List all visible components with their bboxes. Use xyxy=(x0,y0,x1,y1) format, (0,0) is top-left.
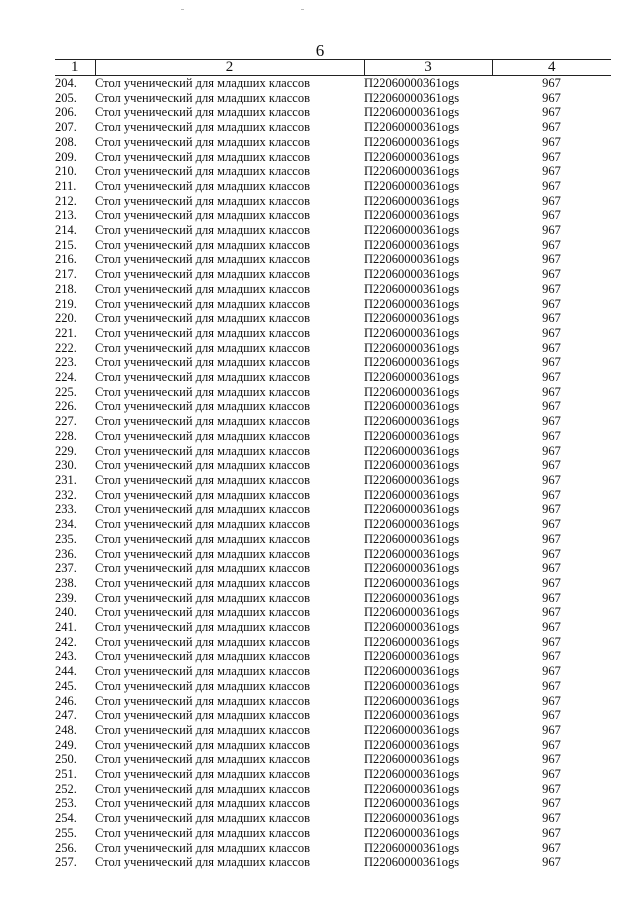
item-quantity: 967 xyxy=(542,399,561,414)
item-name: Стол ученический для младших классов xyxy=(95,825,310,840)
item-name: Стол ученический для младших классов xyxy=(95,399,310,414)
item-quantity: 967 xyxy=(542,193,561,208)
table-header-row xyxy=(55,60,611,76)
row-number: 250. xyxy=(55,752,77,767)
table-row xyxy=(55,385,611,400)
table-row xyxy=(55,208,611,223)
table-row xyxy=(55,796,611,811)
item-quantity: 967 xyxy=(542,340,561,355)
item-name: Стол ученический для младших классов xyxy=(95,120,310,135)
item-name: Стол ученический для младших классов xyxy=(95,178,310,193)
item-name: Стол ученический для младших классов xyxy=(95,781,310,796)
row-number: 224. xyxy=(55,370,77,385)
item-code: П22060000361ogs xyxy=(364,487,460,502)
table-row xyxy=(55,267,611,282)
table-row xyxy=(55,591,611,606)
row-number: 255. xyxy=(55,825,77,840)
item-quantity: 967 xyxy=(542,517,561,532)
table-row xyxy=(55,297,611,312)
item-name: Стол ученический для младших классов xyxy=(95,649,310,664)
item-quantity: 967 xyxy=(542,752,561,767)
item-code: П22060000361ogs xyxy=(364,384,460,399)
item-name: Стол ученический для младших классов xyxy=(95,472,310,487)
table-row xyxy=(55,414,611,429)
item-name: Стол ученический для младших классов xyxy=(95,840,310,855)
row-number: 238. xyxy=(55,575,77,590)
table-row xyxy=(55,311,611,326)
item-name: Стол ученический для младших классов xyxy=(95,634,310,649)
item-code: П22060000361ogs xyxy=(364,164,460,179)
row-number: 213. xyxy=(55,208,77,223)
table-row xyxy=(55,399,611,414)
item-name: Стол ученический для младших классов xyxy=(95,105,310,120)
row-number: 247. xyxy=(55,708,77,723)
table-row xyxy=(55,855,611,870)
item-quantity: 967 xyxy=(542,781,561,796)
item-name: Стол ученический для младших классов xyxy=(95,575,310,590)
item-quantity: 967 xyxy=(542,325,561,340)
table-row xyxy=(55,635,611,650)
page-number: 6 xyxy=(315,41,325,60)
table-row xyxy=(55,444,611,459)
row-number: 254. xyxy=(55,811,77,826)
row-number: 243. xyxy=(55,649,77,664)
item-code: П22060000361ogs xyxy=(364,281,460,296)
item-quantity: 967 xyxy=(542,693,561,708)
item-name: Стол ученический для младших классов xyxy=(95,678,310,693)
item-code: П22060000361ogs xyxy=(364,722,460,737)
item-name: Стол ученический для младших классов xyxy=(95,752,310,767)
table-row xyxy=(55,679,611,694)
item-name: Стол ученический для младших классов xyxy=(95,722,310,737)
row-number: 253. xyxy=(55,796,77,811)
table-row xyxy=(55,105,611,120)
item-quantity: 967 xyxy=(542,737,561,752)
item-quantity: 967 xyxy=(542,149,561,164)
table-row xyxy=(55,488,611,503)
row-number: 234. xyxy=(55,517,77,532)
item-name: Стол ученический для младших классов xyxy=(95,605,310,620)
item-code: П22060000361ogs xyxy=(364,223,460,238)
item-name: Стол ученический для младших классов xyxy=(95,193,310,208)
table-row xyxy=(55,370,611,385)
item-quantity: 967 xyxy=(542,443,561,458)
item-name: Стол ученический для младших классов xyxy=(95,737,310,752)
row-number: 215. xyxy=(55,237,77,252)
item-quantity: 967 xyxy=(542,472,561,487)
item-code: П22060000361ogs xyxy=(364,267,460,282)
item-quantity: 967 xyxy=(542,722,561,737)
item-name: Стол ученический для младших классов xyxy=(95,590,310,605)
item-name: Стол ученический для младших классов xyxy=(95,414,310,429)
table-row xyxy=(55,135,611,150)
item-code: П22060000361ogs xyxy=(364,737,460,752)
row-number: 210. xyxy=(55,164,77,179)
item-code: П22060000361ogs xyxy=(364,120,460,135)
column-header-1: 1 xyxy=(55,60,95,76)
item-quantity: 967 xyxy=(542,355,561,370)
item-name: Стол ученический для младших классов xyxy=(95,443,310,458)
row-number: 231. xyxy=(55,472,77,487)
row-number: 245. xyxy=(55,678,77,693)
item-code: П22060000361ogs xyxy=(364,472,460,487)
row-number: 209. xyxy=(55,149,77,164)
item-name: Стол ученический для младших классов xyxy=(95,517,310,532)
table-row xyxy=(55,429,611,444)
item-quantity: 967 xyxy=(542,370,561,385)
row-number: 235. xyxy=(55,531,77,546)
item-quantity: 967 xyxy=(542,678,561,693)
row-number: 212. xyxy=(55,193,77,208)
item-code: П22060000361ogs xyxy=(364,620,460,635)
item-code: П22060000361ogs xyxy=(364,708,460,723)
row-number: 221. xyxy=(55,325,77,340)
item-code: П22060000361ogs xyxy=(364,370,460,385)
row-number: 252. xyxy=(55,781,77,796)
table-row xyxy=(55,826,611,841)
row-number: 226. xyxy=(55,399,77,414)
item-name: Стол ученический для младших классов xyxy=(95,693,310,708)
item-name: Стол ученический для младших классов xyxy=(95,325,310,340)
item-code: П22060000361ogs xyxy=(364,605,460,620)
table-row xyxy=(55,223,611,238)
item-code: П22060000361ogs xyxy=(364,781,460,796)
item-quantity: 967 xyxy=(542,384,561,399)
table-row xyxy=(55,326,611,341)
row-number: 239. xyxy=(55,590,77,605)
item-code: П22060000361ogs xyxy=(364,340,460,355)
row-number: 236. xyxy=(55,546,77,561)
row-number: 223. xyxy=(55,355,77,370)
item-name: Стол ученический для младших классов xyxy=(95,355,310,370)
item-name: Стол ученический для младших классов xyxy=(95,384,310,399)
item-code: П22060000361ogs xyxy=(364,796,460,811)
item-name: Стол ученический для младших классов xyxy=(95,208,310,223)
table-row xyxy=(55,164,611,179)
item-quantity: 967 xyxy=(542,620,561,635)
item-code: П22060000361ogs xyxy=(364,693,460,708)
table-row xyxy=(55,841,611,856)
table-row xyxy=(55,341,611,356)
table-row xyxy=(55,547,611,562)
row-number: 216. xyxy=(55,252,77,267)
table-row xyxy=(55,782,611,797)
item-quantity: 967 xyxy=(542,840,561,855)
row-number: 246. xyxy=(55,693,77,708)
item-quantity: 967 xyxy=(542,825,561,840)
row-number: 206. xyxy=(55,105,77,120)
item-quantity: 967 xyxy=(542,855,561,870)
item-quantity: 967 xyxy=(542,708,561,723)
table-row xyxy=(55,473,611,488)
row-number: 218. xyxy=(55,281,77,296)
item-code: П22060000361ogs xyxy=(364,355,460,370)
item-code: П22060000361ogs xyxy=(364,237,460,252)
item-name: Стол ученический для младших классов xyxy=(95,164,310,179)
row-number: 225. xyxy=(55,384,77,399)
item-code: П22060000361ogs xyxy=(364,443,460,458)
item-quantity: 967 xyxy=(542,546,561,561)
item-name: Стол ученический для младших классов xyxy=(95,340,310,355)
item-code: П22060000361ogs xyxy=(364,399,460,414)
item-quantity: 967 xyxy=(542,811,561,826)
item-name: Стол ученический для младших классов xyxy=(95,531,310,546)
row-number: 230. xyxy=(55,458,77,473)
table-row xyxy=(55,664,611,679)
table-row xyxy=(55,738,611,753)
table-row xyxy=(55,620,611,635)
table-row xyxy=(55,150,611,165)
item-name: Стол ученический для младших классов xyxy=(95,487,310,502)
item-code: П22060000361ogs xyxy=(364,811,460,826)
table-row xyxy=(55,649,611,664)
column-header-3: 3 xyxy=(364,60,492,76)
item-quantity: 967 xyxy=(542,605,561,620)
table-row xyxy=(55,282,611,297)
table-row xyxy=(55,91,611,106)
item-code: П22060000361ogs xyxy=(364,546,460,561)
row-number: 240. xyxy=(55,605,77,620)
item-quantity: 967 xyxy=(542,178,561,193)
table-row xyxy=(55,355,611,370)
item-code: П22060000361ogs xyxy=(364,855,460,870)
item-code: П22060000361ogs xyxy=(364,634,460,649)
item-code: П22060000361ogs xyxy=(364,767,460,782)
item-quantity: 967 xyxy=(542,311,561,326)
table-row xyxy=(55,767,611,782)
item-name: Стол ученический для младших классов xyxy=(95,458,310,473)
item-name: Стол ученический для младших классов xyxy=(95,281,310,296)
item-code: П22060000361ogs xyxy=(364,502,460,517)
table-row xyxy=(55,194,611,209)
table-row xyxy=(55,517,611,532)
table-row xyxy=(55,561,611,576)
item-code: П22060000361ogs xyxy=(364,458,460,473)
item-name: Стол ученический для младших классов xyxy=(95,502,310,517)
item-name: Стол ученический для младших классов xyxy=(95,267,310,282)
row-number: 232. xyxy=(55,487,77,502)
row-number: 251. xyxy=(55,767,77,782)
row-number: 244. xyxy=(55,664,77,679)
item-code: П22060000361ogs xyxy=(364,296,460,311)
table-row xyxy=(55,458,611,473)
row-number: 229. xyxy=(55,443,77,458)
table-row xyxy=(55,76,611,91)
item-quantity: 967 xyxy=(542,223,561,238)
item-quantity: 967 xyxy=(542,664,561,679)
item-name: Стол ученический для младших классов xyxy=(95,370,310,385)
item-name: Стол ученический для младших классов xyxy=(95,546,310,561)
row-number: 214. xyxy=(55,223,77,238)
scan-speck xyxy=(181,9,184,10)
item-code: П22060000361ogs xyxy=(364,311,460,326)
item-name: Стол ученический для младших классов xyxy=(95,90,310,105)
item-name: Стол ученический для младших классов xyxy=(95,237,310,252)
item-name: Стол ученический для младших классов xyxy=(95,767,310,782)
table-row xyxy=(55,238,611,253)
item-code: П22060000361ogs xyxy=(364,105,460,120)
row-number: 241. xyxy=(55,620,77,635)
item-code: П22060000361ogs xyxy=(364,428,460,443)
item-quantity: 967 xyxy=(542,487,561,502)
item-name: Стол ученический для младших классов xyxy=(95,149,310,164)
table-row xyxy=(55,502,611,517)
row-number: 220. xyxy=(55,311,77,326)
item-code: П22060000361ogs xyxy=(364,664,460,679)
item-code: П22060000361ogs xyxy=(364,531,460,546)
row-number: 256. xyxy=(55,840,77,855)
table-row xyxy=(55,723,611,738)
row-number: 228. xyxy=(55,428,77,443)
item-code: П22060000361ogs xyxy=(364,517,460,532)
item-quantity: 967 xyxy=(542,767,561,782)
item-name: Стол ученический для младших классов xyxy=(95,134,310,149)
row-number: 248. xyxy=(55,722,77,737)
item-code: П22060000361ogs xyxy=(364,825,460,840)
table-row xyxy=(55,576,611,591)
item-code: П22060000361ogs xyxy=(364,208,460,223)
item-code: П22060000361ogs xyxy=(364,325,460,340)
item-code: П22060000361ogs xyxy=(364,252,460,267)
items-table xyxy=(55,59,611,870)
table-row xyxy=(55,752,611,767)
item-code: П22060000361ogs xyxy=(364,649,460,664)
item-quantity: 967 xyxy=(542,164,561,179)
row-number: 219. xyxy=(55,296,77,311)
table-row xyxy=(55,120,611,135)
item-name: Стол ученический для младших классов xyxy=(95,561,310,576)
item-quantity: 967 xyxy=(542,531,561,546)
item-quantity: 967 xyxy=(542,252,561,267)
item-quantity: 967 xyxy=(542,90,561,105)
item-quantity: 967 xyxy=(542,428,561,443)
row-number: 227. xyxy=(55,414,77,429)
table-row xyxy=(55,708,611,723)
item-quantity: 967 xyxy=(542,458,561,473)
column-header-4: 4 xyxy=(492,60,611,76)
row-number: 237. xyxy=(55,561,77,576)
table-row xyxy=(55,694,611,709)
row-number: 233. xyxy=(55,502,77,517)
item-code: П22060000361ogs xyxy=(364,149,460,164)
row-number: 205. xyxy=(55,90,77,105)
item-code: П22060000361ogs xyxy=(364,414,460,429)
item-quantity: 967 xyxy=(542,634,561,649)
item-name: Стол ученический для младших классов xyxy=(95,620,310,635)
item-name: Стол ученический для младших классов xyxy=(95,311,310,326)
item-code: П22060000361ogs xyxy=(364,90,460,105)
item-code: П22060000361ogs xyxy=(364,840,460,855)
row-number: 211. xyxy=(55,178,77,193)
item-quantity: 967 xyxy=(542,414,561,429)
item-quantity: 967 xyxy=(542,575,561,590)
item-quantity: 967 xyxy=(542,237,561,252)
item-name: Стол ученический для младших классов xyxy=(95,296,310,311)
item-code: П22060000361ogs xyxy=(364,752,460,767)
item-quantity: 967 xyxy=(542,76,561,90)
item-code: П22060000361ogs xyxy=(364,76,460,90)
scan-speck xyxy=(301,9,304,10)
item-quantity: 967 xyxy=(542,267,561,282)
row-number: 208. xyxy=(55,134,77,149)
table-row xyxy=(55,811,611,826)
row-number: 207. xyxy=(55,120,77,135)
item-name: Стол ученический для младших классов xyxy=(95,223,310,238)
item-quantity: 967 xyxy=(542,134,561,149)
item-name: Стол ученический для младших классов xyxy=(95,796,310,811)
item-quantity: 967 xyxy=(542,208,561,223)
item-code: П22060000361ogs xyxy=(364,575,460,590)
item-code: П22060000361ogs xyxy=(364,561,460,576)
item-name: Стол ученический для младших классов xyxy=(95,855,310,870)
item-name: Стол ученический для младших классов xyxy=(95,811,310,826)
item-quantity: 967 xyxy=(542,590,561,605)
item-quantity: 967 xyxy=(542,296,561,311)
item-code: П22060000361ogs xyxy=(364,678,460,693)
row-number: 204. xyxy=(55,76,77,90)
item-code: П22060000361ogs xyxy=(364,134,460,149)
item-name: Стол ученический для младших классов xyxy=(95,252,310,267)
row-number: 242. xyxy=(55,634,77,649)
item-code: П22060000361ogs xyxy=(364,193,460,208)
item-quantity: 967 xyxy=(542,561,561,576)
row-number: 249. xyxy=(55,737,77,752)
row-number: 217. xyxy=(55,267,77,282)
item-code: П22060000361ogs xyxy=(364,590,460,605)
item-name: Стол ученический для младших классов xyxy=(95,428,310,443)
item-quantity: 967 xyxy=(542,796,561,811)
row-number: 222. xyxy=(55,340,77,355)
item-quantity: 967 xyxy=(542,105,561,120)
table-row xyxy=(55,605,611,620)
table-row xyxy=(55,532,611,547)
item-name: Стол ученический для младших классов xyxy=(95,708,310,723)
item-quantity: 967 xyxy=(542,649,561,664)
item-quantity: 967 xyxy=(542,120,561,135)
item-code: П22060000361ogs xyxy=(364,178,460,193)
table-row xyxy=(55,252,611,267)
item-quantity: 967 xyxy=(542,502,561,517)
item-name: Стол ученический для младших классов xyxy=(95,664,310,679)
table-row xyxy=(55,179,611,194)
column-header-2: 2 xyxy=(95,60,364,76)
item-quantity: 967 xyxy=(542,281,561,296)
item-name: Стол ученический для младших классов xyxy=(95,76,310,90)
row-number: 257. xyxy=(55,855,77,870)
